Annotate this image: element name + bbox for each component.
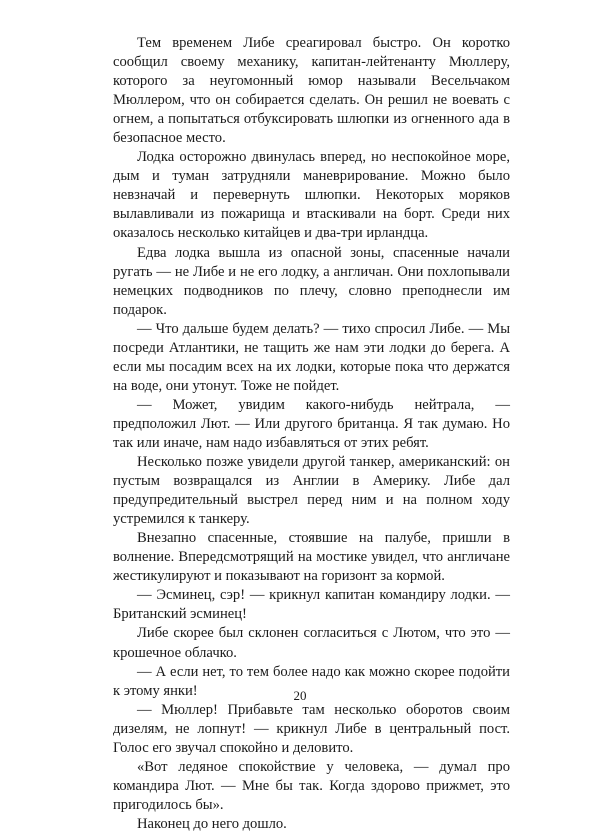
paragraph: — Мюллер! Прибавьте там несколько оборотов своим дизелям, не лопнут! — крикнул Либе в центральный пост. Голос его звучал спокойно и деловито.: [113, 701, 510, 756]
paragraph: Едва лодка вышла из опасной зоны, спасенные начали ругать — не Либе и не его лодку, а англичан. Они похлопывали немецких подводников по плечу, словно преподнесли им подарок.: [113, 244, 510, 318]
page-number: 20: [293, 688, 307, 703]
paragraph: Внезапно спасенные, стоявшие на палубе, пришли в волнение. Впередсмотрящий на мостике увидел, что англичане жестикулируют и показывают на горизонт за кормой.: [113, 530, 510, 585]
paragraph: — Что дальше будем делать? — тихо спросил Либе. — Мы посреди Атлантики, не тащить же нам эти лодки до берега. А если мы посадим всех на их лодки, которые пока что держатся на воде, они утонут. Тоже не пойдет.: [113, 320, 510, 394]
paragraph: — Эсминец, сэр! — крикнул капитан командиру лодки. — Британский эсминец!: [113, 587, 510, 623]
paragraph: — А если нет, то тем более надо как можно скорее подойти к этому янки!: [113, 663, 510, 699]
paragraph: Наконец до него дошло.: [137, 815, 287, 832]
paragraph: Лодка осторожно двинулась вперед, но неспокойное море, дым и туман затрудняли маневрирование. Можно было невзначай и перевернуть шлюпки. Некоторых моряков вылавливали из пожарища и втаскивали на борт. Среди них оказалось несколько китайцев и два-три ирландца.: [113, 149, 510, 242]
paragraph: Либе скорее был склонен согласиться с Лютом, что это — крошечное облачко.: [113, 625, 510, 661]
paragraph: — Может, увидим какого-нибудь нейтрала, — предположил Лют. — Или другого британца. Я так думаю. Но так или иначе, нам надо избавляться от этих ребят.: [113, 396, 510, 451]
paragraph: Несколько позже увидели другой танкер, американский: он пустым возвращался из Англии в Америку. Либе дал предупредительный выстрел перед ним и на полном ходу устремился к танкеру.: [113, 454, 510, 528]
paragraph: Тем временем Либе среагировал быстро. Он коротко сообщил своему механику, капитан-лейтенанту Мюллеру, которого за неугомонный юмор называли Весельчаком Мюллером, что он собирается сделать. Он решил не воевать с огнем, а попытаться отбуксировать шлюпки из огненного ада в безопасное место.: [113, 35, 510, 147]
body-text: [113, 34, 510, 834]
paragraph: «Вот ледяное спокойствие у человека, — думал про командира Лют. — Мне бы так. Когда здорово прижмет, это пригодилось бы».: [113, 758, 510, 813]
